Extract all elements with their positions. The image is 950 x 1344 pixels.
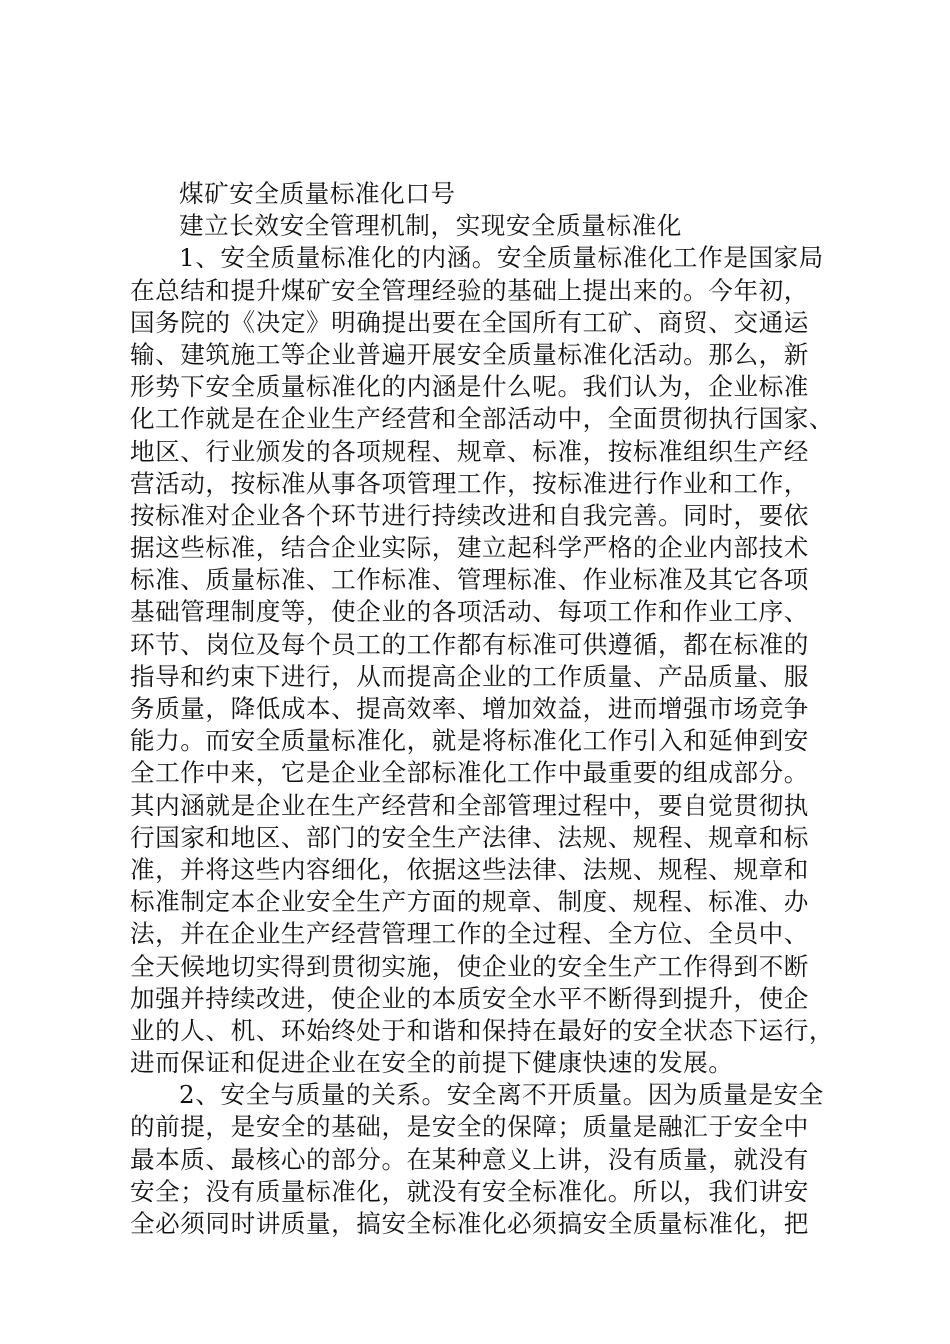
text-line: 安全；没有质量标准化，就没有安全标准化。所以，我们讲安	[130, 1176, 809, 1206]
text-line: 2、安全与质量的关系。安全离不开质量。因为质量是安全	[179, 1080, 824, 1110]
text-line: 标准制定本企业安全生产方面的规章、制度、规程、标准、办	[130, 887, 809, 917]
text-line: 最本质、最核心的部分。在某种意义上讲，没有质量，就没有	[130, 1144, 809, 1174]
text-line: 法，并在企业生产经营管理工作的全过程、全方位、全员中、	[130, 919, 809, 949]
text-line: 国务院的《决定》明确提出要在全国所有工矿、商贸、交通运	[130, 307, 809, 337]
text-line: 务质量，降低成本、提高效率、增加效益，进而增强市场竞争	[130, 694, 809, 723]
text-line: 全工作中来，它是企业全部标准化工作中最重要的组成部分。	[130, 758, 809, 788]
text-line: 进而保证和促进企业在安全的前提下健康快速的发展。	[130, 1048, 734, 1078]
text-line: 加强并持续改进，使企业的本质安全水平不断得到提升，使企	[130, 983, 809, 1013]
text-line: 的前提，是安全的基础，是安全的保障；质量是融汇于安全中	[130, 1112, 809, 1142]
text-line: 环节、岗位及每个员工的工作都有标准可供遵循，都在标准的	[130, 629, 809, 659]
document-subtitle: 建立长效安全管理机制，实现安全质量标准化	[179, 211, 682, 241]
text-line: 据这些标准，结合企业实际，建立起科学严格的企业内部技术	[130, 533, 809, 563]
text-line: 全天候地切实得到贯彻实施，使企业的安全生产工作得到不断	[130, 951, 809, 981]
text-line: 在总结和提升煤矿安全管理经验的基础上提出来的。今年初，	[130, 275, 809, 305]
document-title: 煤矿安全质量标准化口号	[179, 179, 456, 208]
text-line: 输、建筑施工等企业普遍开展安全质量标准化活动。那么，新	[130, 339, 809, 369]
document-body	[130, 178, 835, 1240]
text-line: 其内涵就是企业在生产经营和全部管理过程中，要自觉贯彻执	[130, 790, 809, 820]
text-line: 地区、行业颁发的各项规程、规章、标准，按标准组织生产经	[130, 436, 809, 466]
text-line: 标准、质量标准、工作标准、管理标准、作业标准及其它各项	[130, 565, 809, 595]
text-line: 业的人、机、环始终处于和谐和保持在最好的安全状态下运行，	[130, 1015, 835, 1045]
text-line: 形势下安全质量标准化的内涵是什么呢。我们认为，企业标准	[130, 372, 809, 402]
text-line: 全必须同时讲质量，搞安全标准化必须搞安全质量标准化，把	[130, 1209, 809, 1238]
text-line: 1、安全质量标准化的内涵。安全质量标准化工作是国家局	[179, 243, 824, 273]
text-line: 行国家和地区、部门的安全生产法律、法规、规程、规章和标	[130, 822, 809, 852]
text-line: 基础管理制度等，使企业的各项活动、每项工作和作业工序、	[130, 597, 809, 627]
text-line: 能力。而安全质量标准化，就是将标准化工作引入和延伸到安	[130, 726, 809, 756]
text-line: 指导和约束下进行，从而提高企业的工作质量、产品质量、服	[130, 661, 809, 691]
text-line: 化工作就是在企业生产经营和全部活动中，全面贯彻执行国家、	[130, 404, 835, 434]
text-line: 准，并将这些内容细化，依据这些法律、法规、规程、规章和	[130, 854, 809, 884]
text-line: 营活动，按标准从事各项管理工作，按标准进行作业和工作，	[130, 468, 809, 498]
text-line: 按标准对企业各个环节进行持续改进和自我完善。同时，要依	[130, 500, 809, 530]
